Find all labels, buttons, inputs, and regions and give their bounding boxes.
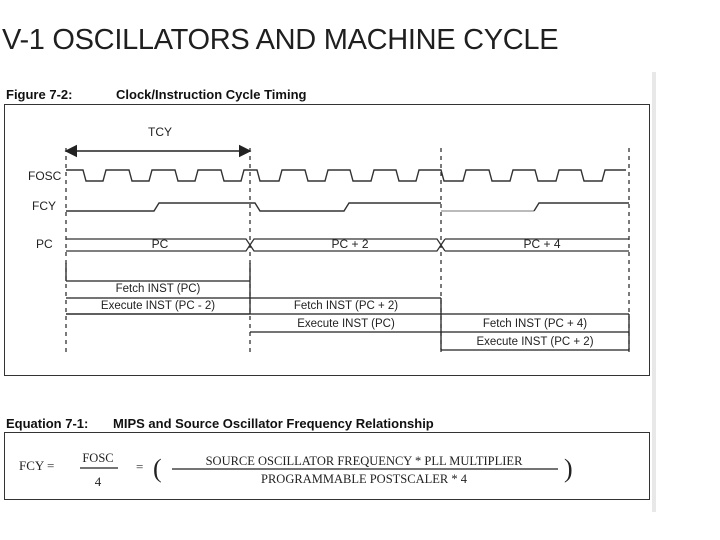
left-paren: ( [153, 454, 162, 483]
pc-value: PC + 4 [523, 237, 561, 251]
signal-label-fosc: FOSC [28, 169, 62, 183]
pc-value: PC [151, 237, 169, 251]
equation-label: Equation 7-1: [6, 416, 89, 431]
signal-label-fcy: FCY [32, 199, 56, 213]
fraction-top: FOSC [82, 451, 114, 465]
pc-value: PC + 2 [331, 237, 369, 251]
execute-label: Execute INST (PC) [297, 318, 395, 330]
tcy-label: TCY [148, 125, 172, 139]
execute-label: Execute INST (PC - 2) [100, 300, 216, 312]
right-paren: ) [564, 454, 573, 483]
equation-numerator: SOURCE OSCILLATOR FREQUENCY * PLL MULTIPLIER [205, 454, 523, 468]
figure-title: Clock/Instruction Cycle Timing [116, 87, 307, 102]
equation-denominator: PROGRAMMABLE POSTSCALER * 4 [261, 472, 467, 486]
fetch-label: Fetch INST (PC + 4) [482, 318, 588, 330]
equation-title: MIPS and Source Oscillator Frequency Relationship [113, 416, 434, 431]
figure-label: Figure 7-2: [6, 87, 73, 102]
fetch-label: Fetch INST (PC + 2) [293, 300, 399, 312]
signal-label-pc: PC [36, 237, 53, 251]
equation-lhs: FCY = [19, 458, 55, 473]
fraction-bottom: 4 [94, 474, 102, 489]
slide-title: V-1 OSCILLATORS AND MACHINE CYCLE [2, 24, 559, 56]
execute-label: Execute INST (PC + 2) [476, 336, 594, 348]
fetch-label: Fetch INST (PC) [115, 283, 201, 295]
equals-sign: = [136, 459, 144, 474]
